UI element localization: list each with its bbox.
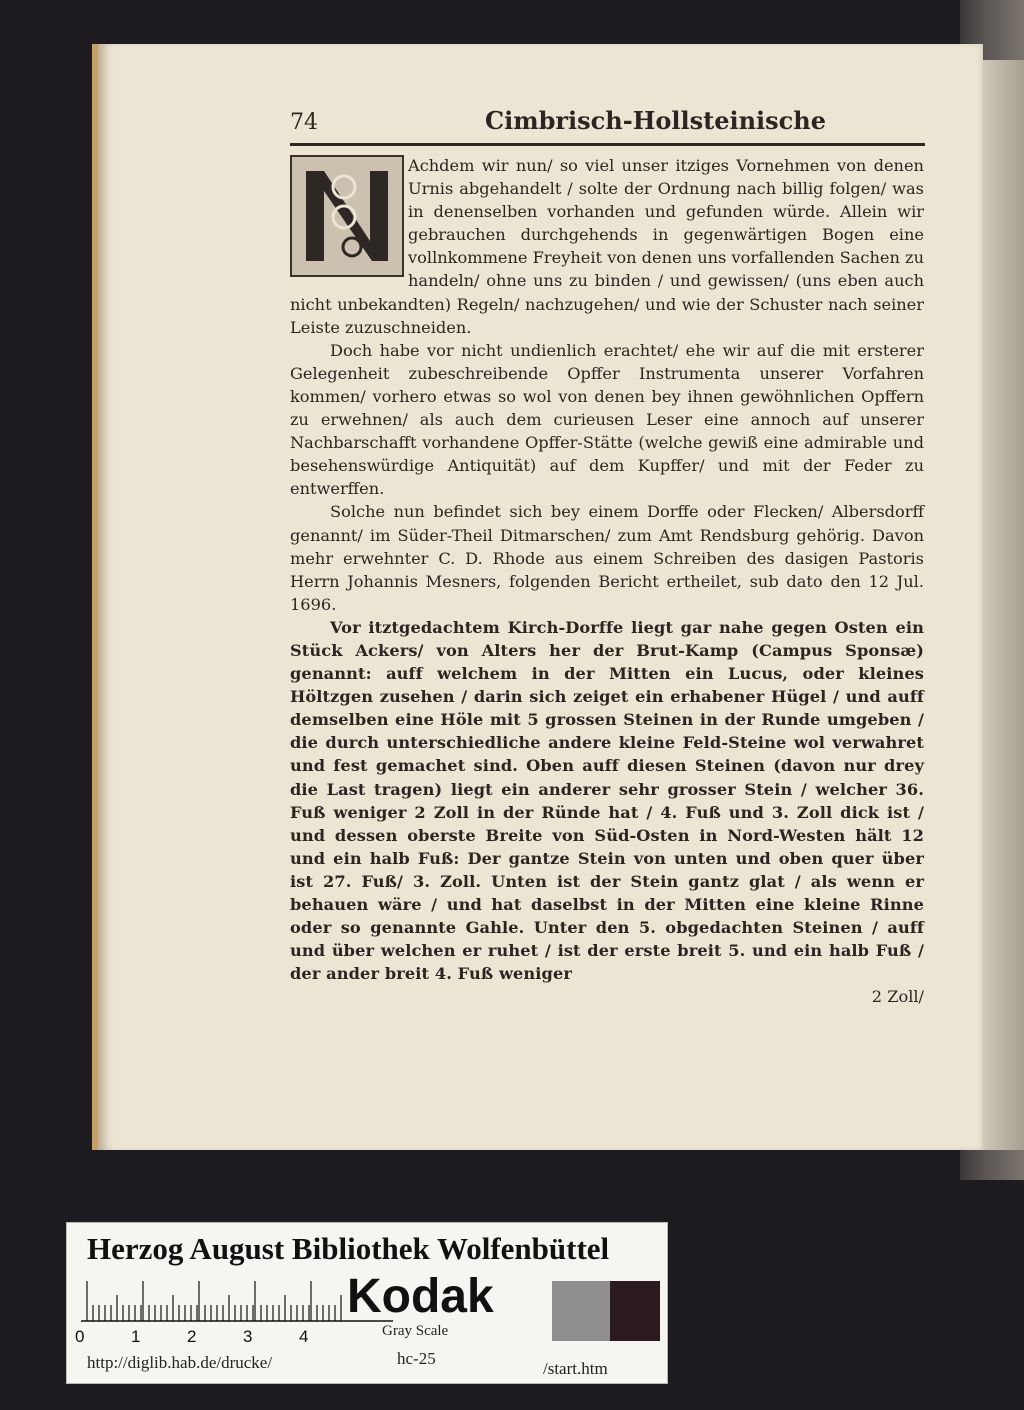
body-text [290, 154, 924, 1008]
paragraph-3: Solche nun befindet sich bey einem Dorffe oder Flecken/ Albersdorff genannt/ im Süder-Theil Ditmarschen/ zum Amt Rendsburg gehörig. Davon mehr erwehnter C. D. Rhode aus einem Schreiben des dasigen Pastoris Herrn Johannis Mesners, folgenden Bericht ertheilet, sub dato den 12 Jul. 1696. [290, 502, 924, 614]
library-url: http://diglib.hab.de/drucke/ [87, 1353, 273, 1372]
catchword: 2 Zoll/ [871, 987, 924, 1007]
gray-scale-label: Gray Scale [382, 1323, 449, 1339]
page-header [290, 106, 940, 142]
header-rule [290, 143, 925, 146]
ruler-number: 2 [187, 1327, 197, 1346]
call-number: hc-25 [397, 1349, 436, 1368]
color-calibration-card [66, 1222, 668, 1384]
ruler-number: 1 [131, 1327, 141, 1346]
paragraph-4-quote: Vor itztgedachtem Kirch-Dorffe liegt gar nahe gegen Osten ein Stück Ackers/ von Alters her der Brut-Kamp (Campus Sponsæ) genannt: auff welchem in der Mitten ein Lucus, oder kleines Höltzgen zusehen / darin sich zeiget ein erhabener Hügel / und auff demselben eine Höle mit 5 grossen Steinen in der Runde umgeben / die durch unterschiedliche andere kleine Feld-Steine wol verwahret und fest gemachet sind. Oben auff diesen Steinen (davon nur drey die Last tragen) liegt ein anderer sehr grosser Stein / welcher 36. Fuß weniger 2 Zoll in der Ründe hat / 4. Fuß und 3. Zoll dick ist / und dessen oberste Breite von Süd-Osten in Nord-Westen hält 12 und ein halb Fuß: Der gantze Stein von unten und oben quer über ist 27. Fuß/ 3. Zoll. Unten ist der Stein gantz glat / als wenn er behauen wäre / und hat daselbst in der Mitten eine kleine Rinne oder so genannte Gahle. Unter den 5. obgedachten Steinen / auff und über welchen er ruhet / ist der erste breit 5. und ein halb Fuß / der ander breit 4. Fuß weniger [290, 617, 924, 984]
ruler-number: 0 [75, 1327, 85, 1346]
ruler-number: 4 [299, 1327, 309, 1346]
url-suffix: /start.htm [543, 1359, 608, 1378]
paragraph-2: Doch habe vor nicht undienlich erachtet/ ehe wir auf die mit ersterer Gelegenheit zubeschreibende Opffer Instrumenta unserer Vorfahren kommen/ vorhero etwas so wol von denen bey ihnen gewöhnlichen Opffern zu erwehnen/ als auch dem curieusen Leser eine annoch auf unserer Nachbarschafft vorhandene Opffer-Stätte (welche gewiß eine admirable und besehenswürdige Antiquität) auf dem Kupffer/ und mit der Feder zu entwerffen. [290, 340, 924, 499]
initial-spacer [290, 154, 408, 290]
running-head: Cimbrisch-Hollsteinische [485, 106, 827, 135]
kodak-logo: Kodak [347, 1270, 494, 1323]
gray-patch-dark [610, 1281, 660, 1341]
ruler-numbers [75, 1327, 395, 1347]
ruler-number: 3 [243, 1327, 253, 1346]
paragraph-1: Achdem wir nun/ so viel unser itziges Vornehmen von denen Urnis abgehandelt / solte der Ordnung nach billig folgen/ was in denenselben vorhanden und gefunden würde. Allein wir gebrauchen durchgehends in gegenwärtigen Bogen eine vollnkommene Freyheit von denen uns vorfallenden Sachen zu handeln/ ohne uns zu binden / und gewissen/ (uns eben auch nicht unbekandten) Regeln/ nachzugehen/ und wie der Schuster nach seiner Leiste zuzuschneiden. [290, 156, 924, 337]
page-number: 74 [290, 110, 318, 135]
gray-patch-mid [552, 1281, 610, 1341]
library-name: Herzog August Bibliothek Wolfenbüttel [87, 1231, 610, 1266]
